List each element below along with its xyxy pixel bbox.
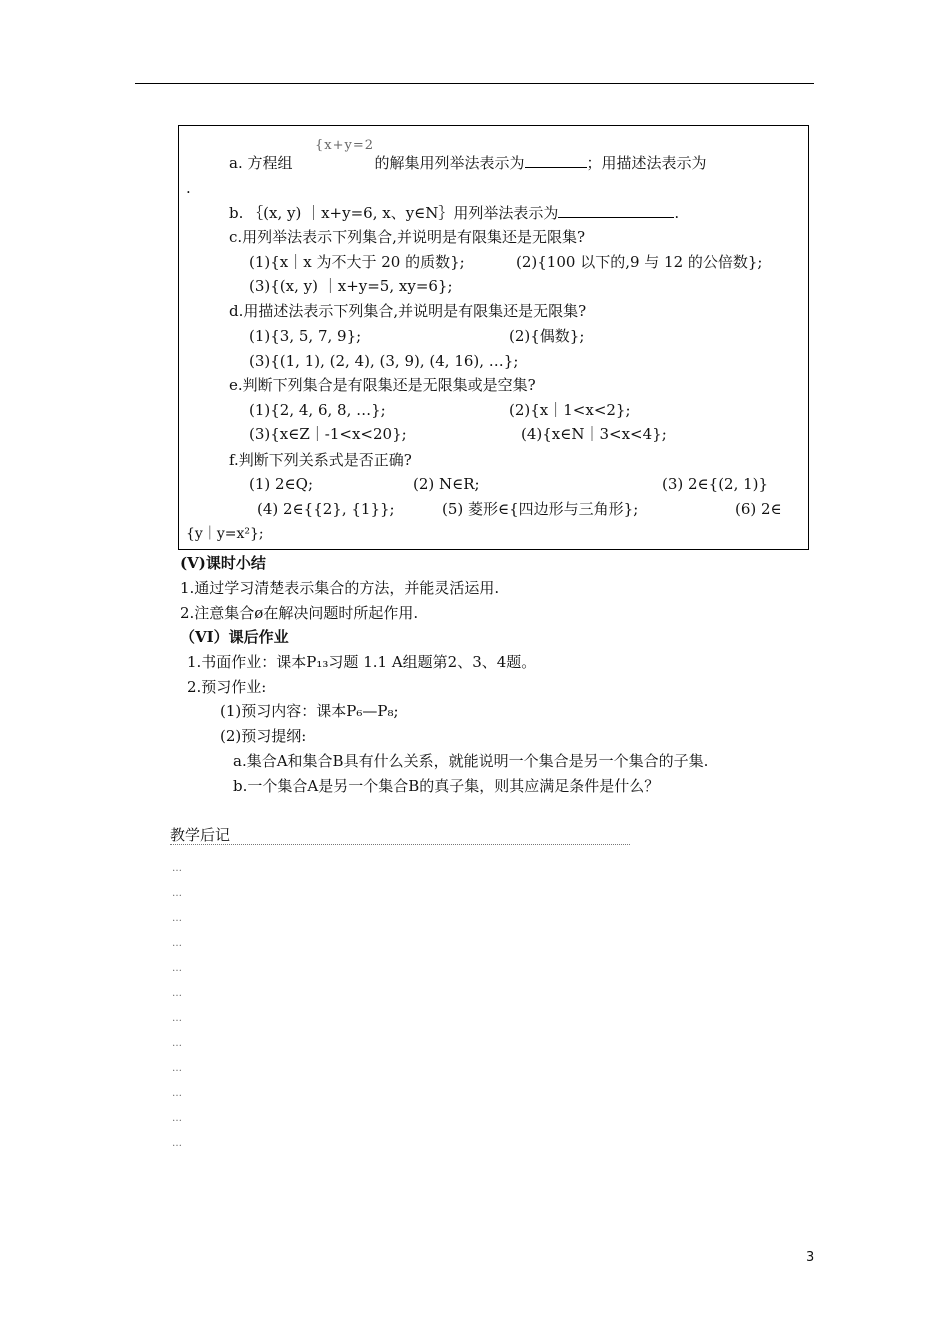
page-number: 3: [806, 1250, 815, 1265]
exercise-f-title: f.判断下列关系式是否正确?: [229, 451, 412, 469]
homework-heading: （VI）课后作业: [180, 628, 289, 646]
exercise-e-1: (1){2, 4, 6, 8, …};: [249, 401, 386, 419]
exercise-d-3: (3){(1, 1), (2, 4), (3, 9), (4, 16), …};: [249, 352, 519, 370]
equation-image: {x+y=2: [315, 138, 375, 153]
exercise-e-2: (2){x｜1<x<2};: [509, 401, 631, 419]
notes-line-mark: …: [172, 1038, 182, 1049]
homework-line-3: (1)预习内容：课本P₆—P₈;: [220, 702, 399, 720]
notes-line-mark: …: [172, 963, 182, 974]
exercise-d-1: (1){3, 5, 7, 9};: [249, 327, 362, 345]
homework-line-6: b.一个集合A是另一个集合B的真子集，则其应满足条件是什么？: [233, 777, 660, 795]
notes-line-mark: …: [172, 863, 182, 874]
exercise-c-2: (2){100 以下的,9 与 12 的公倍数};: [516, 253, 763, 271]
exercise-e-title: e.判断下列集合是有限集还是无限集或是空集?: [229, 376, 536, 394]
exercise-b: b. ｛(x, y) ｜x+y=6, x、y∈N｝用列举法表示为 .: [229, 204, 680, 222]
notes-line-mark: …: [172, 938, 182, 949]
exercise-d-title: d.用描述法表示下列集合,并说明是有限集还是无限集?: [229, 302, 587, 320]
homework-line-1: 1.书面作业：课本P₁₃习题 1.1 A组题第2、3、4题。: [187, 653, 537, 671]
exercise-e-3: (3){x∈Z｜-1<x<20};: [249, 425, 407, 443]
homework-line-4: (2)预习提纲:: [220, 727, 307, 745]
answer-blank[interactable]: [525, 152, 587, 168]
notes-line-mark: …: [172, 1138, 182, 1149]
notes-line-mark: …: [172, 1113, 182, 1124]
notes-line-mark: …: [172, 988, 182, 999]
notes-dotted-line: [170, 844, 630, 845]
notes-line-mark: …: [172, 1013, 182, 1024]
homework-line-5: a.集合A和集合B具有什么关系，就能说明一个集合是另一个集合的子集.: [233, 752, 709, 770]
homework-line-2: 2.预习作业:: [187, 678, 267, 696]
exercise-c-3: (3){(x, y) ｜x+y=5, xy=6};: [249, 277, 453, 295]
exercise-f-6-cont: {y｜y=x²};: [186, 526, 264, 542]
summary-line-1: 1.通过学习清楚表示集合的方法，并能灵活运用.: [180, 579, 500, 597]
exercise-f-2: (2) N∈R;: [413, 475, 480, 493]
exercise-d-2: (2){偶数};: [509, 327, 585, 345]
notes-line-mark: …: [172, 888, 182, 899]
notes-line-mark: …: [172, 913, 182, 924]
summary-line-2: 2.注意集合ø在解决问题时所起作用.: [180, 604, 419, 622]
exercise-f-3: (3) 2∈{(2, 1)}: [662, 475, 769, 493]
exercise-f-5: (5) 菱形∈{四边形与三角形};: [442, 500, 639, 518]
exercise-a-end: .: [186, 179, 191, 197]
exercise-f-6: (6) 2∈: [735, 500, 782, 518]
exercise-c-title: c.用列举法表示下列集合,并说明是有限集还是无限集?: [229, 228, 585, 246]
answer-blank[interactable]: [558, 202, 674, 218]
exercise-f-1: (1) 2∈Q;: [249, 475, 314, 493]
notes-heading: 教学后记: [170, 826, 231, 844]
exercise-a: a. 方程组 的解集用列举法表示为 ；用描述法表示为: [229, 154, 707, 172]
exercise-c-1: (1){x｜x 为不大于 20 的质数};: [249, 253, 465, 271]
notes-line-mark: …: [172, 1088, 182, 1099]
summary-heading: (V)课时小结: [180, 554, 266, 572]
header-rule: [135, 83, 814, 84]
notes-line-mark: …: [172, 1063, 182, 1074]
exercise-e-4: (4){x∈N｜3<x<4};: [521, 425, 667, 443]
exercise-f-4: (4) 2∈{{2}, {1}};: [257, 500, 395, 518]
